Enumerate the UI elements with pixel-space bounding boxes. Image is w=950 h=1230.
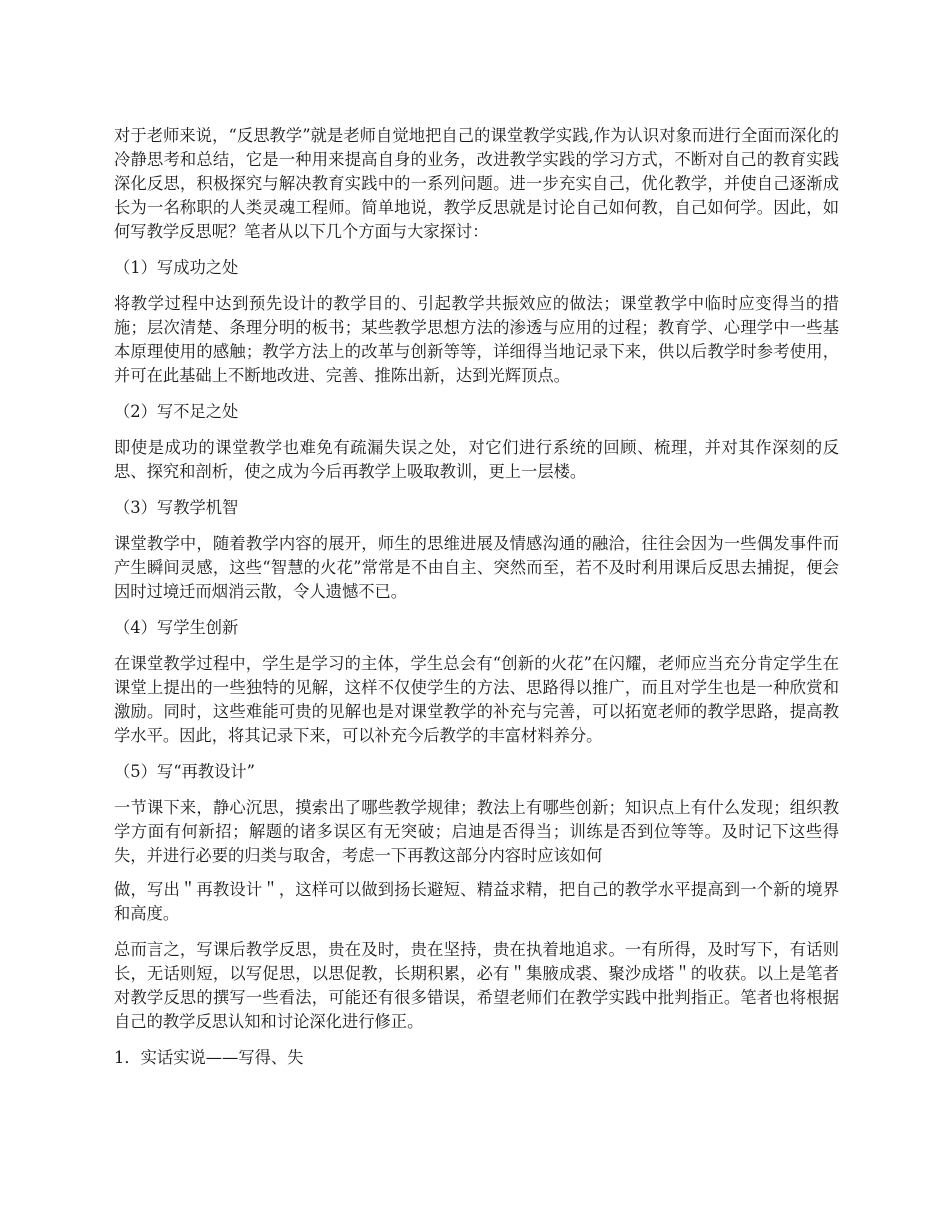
section-heading-redesign: （5）写“再教设计”	[114, 762, 255, 781]
section-body-redesign-continued: 做，写出＂再教设计＂，这样可以做到扬长避短、精益求精，把自己的教学水平提高到一个新的境界和高度。	[114, 880, 839, 923]
section-body-innovation: 在课堂教学过程中，学生是学习的主体，学生总会有“创新的火花”在闪耀，老师应当充分肯定学生在课堂上提出的一些独特的见解，这样不仅使学生的方法、思路得以推广，而且对学生也是一种欣赏和激励。同时，这些难能可贵的见解也是对课堂教学的补充与完善，可以拓宽老师的教学思路，提高教学水平。因此，将其记录下来，可以补充今后教学的丰富材料养分。	[114, 654, 839, 745]
final-heading: 1．实话实说——写得、失	[114, 1048, 304, 1067]
section-body-success: 将教学过程中达到预先设计的教学目的、引起教学共振效应的做法；课堂教学中临时应变得当的措施；层次清楚、条理分明的板书；某些教学思想方法的渗透与应用的过程；教育学、心理学中一些基本原理使用的感触；教学方法上的改革与创新等等，详细得当地记录下来，供以后教学时参考使用，并可在此基础上不断地改进、完善、推陈出新，达到光辉顶点。	[114, 294, 839, 385]
conclusion-paragraph: 总而言之，写课后教学反思，贵在及时，贵在坚持，贵在执着地追求。一有所得，及时写下，有话则长，无话则短，以写促思，以思促教，长期积累，必有＂集腋成裘、聚沙成塔＂的收获。以上是笔者对教学反思的撰写一些看法，可能还有很多错误，希望老师们在教学实践中批判指正。笔者也将根据自己的教学反思认知和讨论深化进行修正。	[114, 940, 839, 1031]
section-heading-shortcomings: （2）写不足之处	[114, 402, 239, 421]
section-body-shortcomings: 即使是成功的课堂教学也难免有疏漏失误之处，对它们进行系统的回顾、梳理，并对其作深刻的反思、探究和剖析，使之成为今后再教学上吸取教训，更上一层楼。	[114, 438, 839, 481]
section-heading-success: （1）写成功之处	[114, 258, 239, 277]
section-body-wit: 课堂教学中，随着教学内容的展开，师生的思维进展及情感沟通的融洽，往往会因为一些偶发事件而产生瞬间灵感，这些“智慧的火花”常常是不由自主、突然而至，若不及时利用课后反思去捕捉，便会因时过境迁而烟消云散，令人遗憾不已。	[114, 534, 839, 601]
section-heading-innovation: （4）写学生创新	[114, 618, 239, 637]
document-page	[114, 124, 839, 1082]
section-body-redesign: 一节课下来，静心沉思，摸索出了哪些教学规律；教法上有哪些创新；知识点上有什么发现；组织教学方面有何新招；解题的诸多误区有无突破；启迪是否得当；训练是否到位等等。及时记下这些得失，并进行必要的归类与取舍，考虑一下再教这部分内容时应该如何	[114, 798, 839, 865]
intro-paragraph: 对于老师来说，“反思教学”就是老师自觉地把自己的课堂教学实践,作为认识对象而进行全面而深化的冷静思考和总结，它是一种用来提高自身的业务，改进教学实践的学习方式，不断对自己的教育实践深化反思，积极探究与解决教育实践中的一系列问题。进一步充实自己，优化教学，并使自己逐渐成长为一名称职的人类灵魂工程师。简单地说，教学反思就是讨论自己如何教，自己如何学。因此，如何写教学反思呢？笔者从以下几个方面与大家探讨：	[114, 126, 839, 241]
section-heading-wit: （3）写教学机智	[114, 498, 239, 517]
